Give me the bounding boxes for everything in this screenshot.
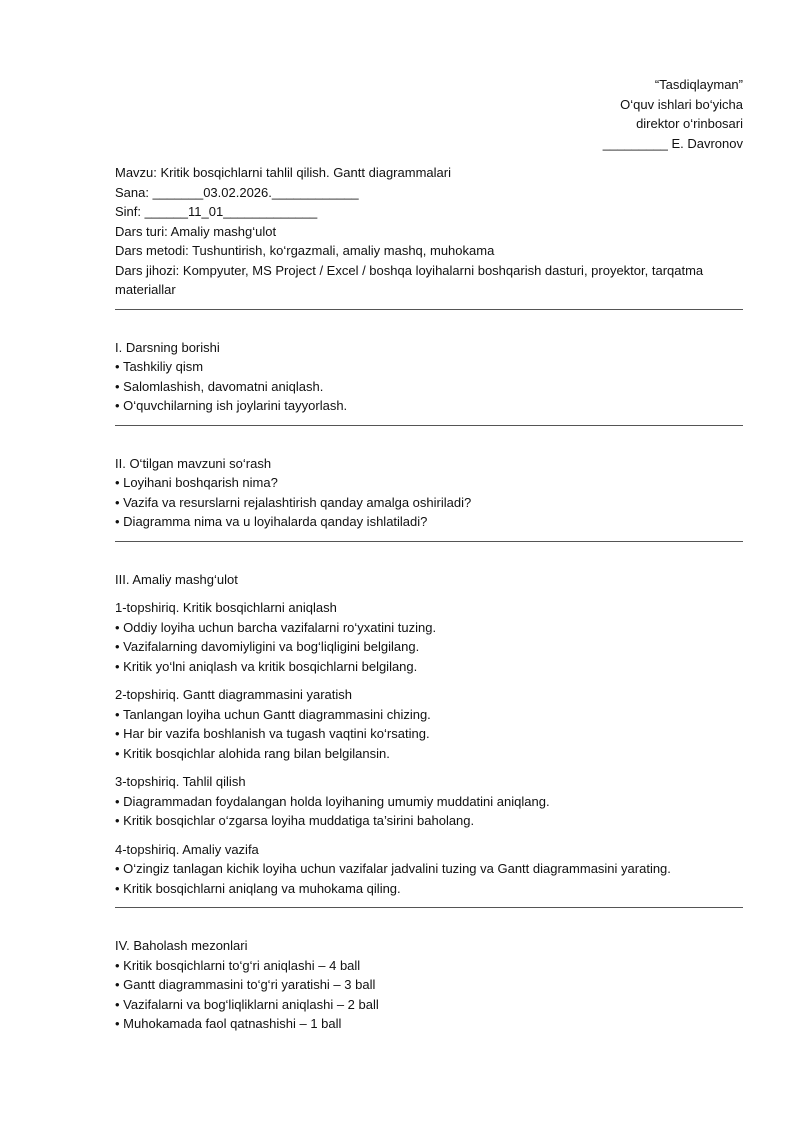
section-baholash-mezonlari xyxy=(115,936,743,1034)
meta-dars-metodi: Dars metodi: Tushuntirish, ko‘rgazmali, amaliy mashq, muhokama xyxy=(115,243,495,258)
list-item: • Kritik bosqichlar o‘zgarsa loyiha muddatiga ta’sirini baholang. xyxy=(115,811,743,831)
list-item: • Salomlashish, davomatni aniqlash. xyxy=(115,377,743,397)
list-item: • Kritik bosqichlar alohida rang bilan belgilansin. xyxy=(115,744,743,764)
list-item: • Tanlangan loyiha uchun Gantt diagrammasini chizing. xyxy=(115,705,743,725)
meta-mavzu: Mavzu: Kritik bosqichlarni tahlil qilish. Gantt diagrammalari xyxy=(115,165,451,180)
approval-block xyxy=(115,75,743,153)
list-item: • Tashkiliy qism xyxy=(115,357,743,377)
list-item: • Gantt diagrammasini to‘g‘ri yaratishi – 3 ball xyxy=(115,975,743,995)
meta-dars-jihozi: Dars jihozi: Kompyuter, MS Project / Excel / boshqa loyihalarni boshqarish dasturi, proyektor, tarqatma materiallar xyxy=(115,262,704,297)
task-4 xyxy=(115,840,743,899)
list-item: • Diagrammadan foydalangan holda loyihaning umumiy muddatini aniqlang. xyxy=(115,792,743,812)
list-item: • Kritik bosqichlarni aniqlang va muhokama qiling. xyxy=(115,879,743,899)
list-item: • Vazifalarning davomiyligini va bog‘liqligini belgilang. xyxy=(115,637,743,657)
list-item: • Loyihani boshqarish nima? xyxy=(115,473,743,493)
section-title: III. Amaliy mashg‘ulot xyxy=(115,571,238,587)
divider xyxy=(115,309,743,310)
approval-role-line2: direktor o‘rinbosari xyxy=(636,116,743,131)
list-item: • Muhokamada faol qatnashishi – 1 ball xyxy=(115,1014,743,1034)
section-title: I. Darsning borishi xyxy=(115,339,220,355)
task-title: 1-topshiriq. Kritik bosqichlarni aniqlash xyxy=(115,600,337,615)
approval-role-line1: O‘quv ishlari bo‘yicha xyxy=(620,96,743,112)
task-title: 4-topshiriq. Amaliy vazifa xyxy=(115,841,259,857)
section-amaliy-mashgulot xyxy=(115,570,743,899)
task-3 xyxy=(115,772,743,831)
section-title: IV. Baholash mezonlari xyxy=(115,938,248,953)
task-title: 3-topshiriq. Tahlil qilish xyxy=(115,774,246,789)
approval-signature: _________ E. Davronov xyxy=(602,135,743,151)
list-item: • Kritik bosqichlarni to‘g‘ri aniqlashi – 4 ball xyxy=(115,956,743,976)
meta-dars-turi: Dars turi: Amaliy mashg‘ulot xyxy=(115,223,277,239)
list-item: • Har bir vazifa boshlanish va tugash vaqtini ko‘rsating. xyxy=(115,724,743,744)
list-item: • Kritik yo‘lni aniqlash va kritik bosqichlarni belgilang. xyxy=(115,657,743,677)
task-1 xyxy=(115,598,743,676)
document-page xyxy=(115,75,743,1034)
task-title: 2-topshiriq. Gantt diagrammasini yaratish xyxy=(115,687,352,702)
meta-sinf: Sinf: ______11_01_____________ xyxy=(115,204,318,219)
list-item: • Vazifalarni va bog‘liqliklarni aniqlashi – 2 ball xyxy=(115,995,743,1015)
list-item: • Oddiy loyiha uchun barcha vazifalarni ro‘yxatini tuzing. xyxy=(115,618,743,638)
list-item: • Vazifa va resurslarni rejalashtirish qanday amalga oshiriladi? xyxy=(115,493,743,513)
list-item: • Diagramma nima va u loyihalarda qanday ishlatiladi? xyxy=(115,512,743,532)
divider xyxy=(115,907,743,908)
list-item: • O‘quvchilarning ish joylarini tayyorlash. xyxy=(115,396,743,416)
list-item: • O‘zingiz tanlagan kichik loyiha uchun vazifalar jadvalini tuzing va Gantt diagrammasini yarating. xyxy=(115,859,743,879)
meta-sana: Sana: _______03.02.2026.____________ xyxy=(115,184,359,200)
section-title: II. O‘tilgan mavzuni so‘rash xyxy=(115,455,272,471)
divider xyxy=(115,425,743,426)
section-darsning-borishi xyxy=(115,338,743,416)
task-2 xyxy=(115,685,743,763)
lesson-meta xyxy=(115,163,743,300)
approval-title: “Tasdiqlayman” xyxy=(654,77,743,92)
divider xyxy=(115,541,743,542)
section-otilgan-mavzu xyxy=(115,454,743,532)
